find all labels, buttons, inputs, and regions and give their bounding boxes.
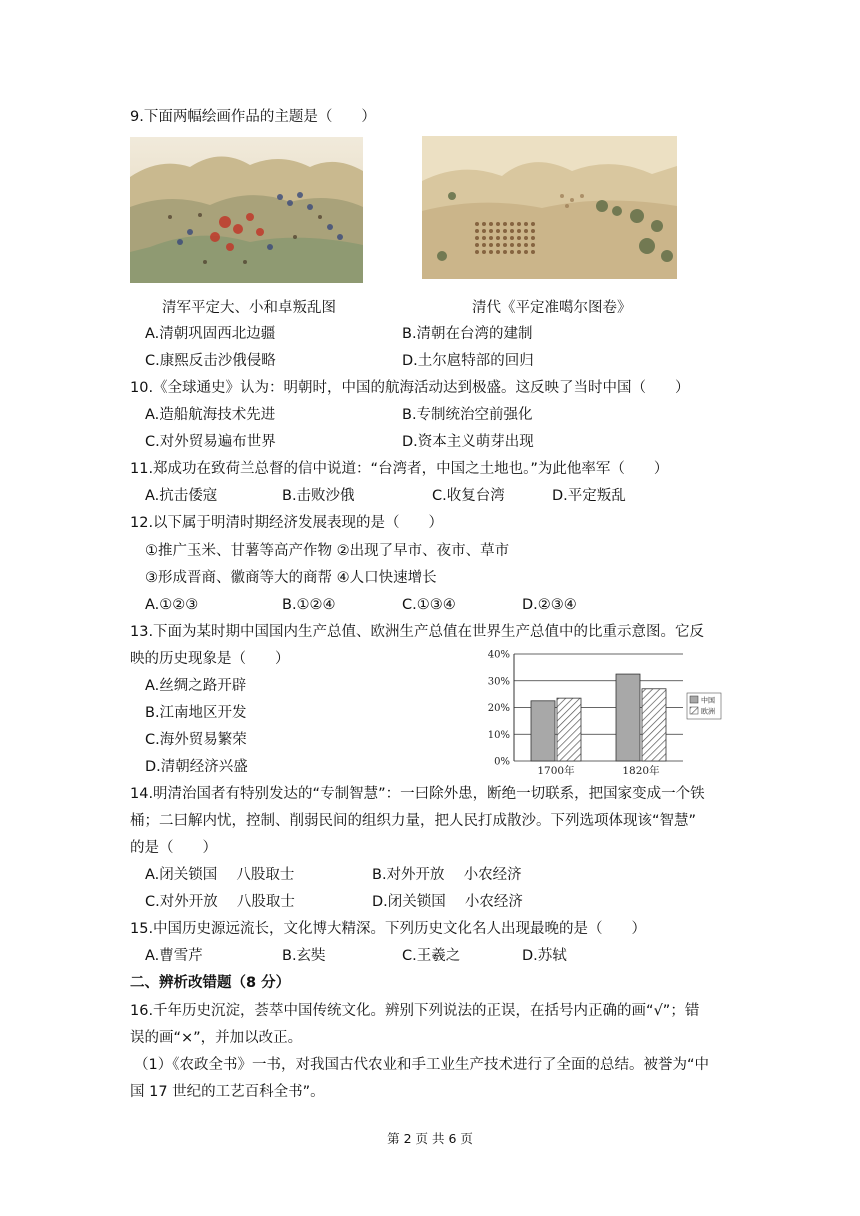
q10-option-c[interactable]: C.对外贸易遍布世界 [145, 434, 276, 450]
q11-option-b[interactable]: B.击败沙俄 [282, 488, 355, 504]
q14-stem-line3: 的是（ ） [130, 840, 217, 856]
q14-stem-line2: 桶；二曰解内忧，控制、削弱民间的组织力量，把人民打成散沙。下列选项体现该“智慧” [130, 813, 697, 829]
page-footer: 第 2 页 共 6 页 [387, 1131, 473, 1146]
q9-caption-left: 清军平定大、小和卓叛乱图 [162, 300, 336, 316]
painting-right-image [422, 136, 677, 279]
q14-stem-line1: 14.明清治国者有特别发达的“专制智慧”：一曰除外患，断绝一切联系，把国家变成一个铁 [130, 786, 705, 802]
q15-option-b[interactable]: B.玄奘 [282, 948, 326, 964]
bar-china [531, 701, 555, 761]
q9-caption-right: 清代《平定准噶尔图卷》 [472, 300, 632, 316]
legend-swatch [690, 707, 698, 714]
q9-option-d[interactable]: D.土尔扈特部的回归 [402, 353, 534, 369]
y-tick-label: 40% [487, 649, 510, 661]
q11-option-c[interactable]: C.收复台湾 [432, 488, 505, 504]
q15-option-c[interactable]: C.王羲之 [402, 948, 461, 964]
q11-option-d[interactable]: D.平定叛乱 [552, 488, 626, 504]
legend-label: 欧洲 [701, 707, 715, 716]
q11-stem: 11.郑成功在致荷兰总督的信中说道：“台湾者，中国之土地也。”为此他率军（ ） [130, 461, 669, 477]
bar-europe [642, 689, 666, 761]
q12-stem: 12.以下属于明清时期经济发展表现的是（ ） [130, 515, 444, 531]
q9-option-c[interactable]: C.康熙反击沙俄侵略 [145, 353, 276, 369]
q12-option-b[interactable]: B.①②④ [282, 597, 336, 613]
bar-europe [557, 698, 581, 761]
q16-statement1-line2: 国 17 世纪的工艺百科全书”。 [130, 1084, 325, 1100]
q13-stem-line1: 13.下面为某时期中国国内生产总值、欧洲生产总值在世界生产总值中的比重示意图。它反 [130, 624, 705, 640]
q10-option-b[interactable]: B.专制统治空前强化 [402, 407, 533, 423]
x-tick-label: 1700年 [537, 765, 575, 776]
q11-option-a[interactable]: A.抗击倭寇 [145, 488, 218, 504]
y-tick-label: 20% [487, 703, 510, 714]
q12-option-c[interactable]: C.①③④ [402, 597, 456, 613]
q15-option-a[interactable]: A.曹雪芹 [145, 948, 203, 964]
q9-option-a[interactable]: A.清朝巩固西北边疆 [145, 326, 276, 342]
q16-stem-line1: 16.千年历史沉淀，荟萃中国传统文化。辨别下列说法的正误，在括号内正确的画“√”；错 [130, 1003, 700, 1019]
q14-option-c[interactable]: C.对外开放 八股取士 [145, 894, 295, 910]
q13-stem-line2: 映的历史现象是（ ） [130, 651, 290, 667]
x-tick-label: 1820年 [622, 765, 660, 776]
q9-stem: 9.下面两幅绘画作品的主题是（ ） [130, 109, 376, 125]
gdp-share-chart [478, 644, 733, 776]
y-tick-label: 30% [487, 676, 510, 688]
q15-stem: 15.中国历史源远流长，文化博大精深。下列历史文化名人出现最晚的是（ ） [130, 921, 647, 937]
q12-option-d[interactable]: D.②③④ [522, 597, 577, 613]
q9-option-b[interactable]: B.清朝在台湾的建制 [402, 326, 533, 342]
q10-option-a[interactable]: A.造船航海技术先进 [145, 407, 276, 423]
q14-option-b[interactable]: B.对外开放 小农经济 [372, 867, 522, 883]
q10-option-d[interactable]: D.资本主义萌芽出现 [402, 434, 534, 450]
legend-label: 中国 [701, 696, 715, 705]
q12-item-line1: ①推广玉米、甘薯等高产作物 ②出现了早市、夜市、草市 [145, 543, 510, 559]
painting-left-image [130, 137, 363, 283]
q14-option-d[interactable]: D.闭关锁国 小农经济 [372, 894, 523, 910]
y-tick-label: 10% [487, 729, 510, 741]
q16-statement1-line1: （1）《农政全书》一书，对我国古代农业和手工业生产技术进行了全面的总结。被誉为“中 [134, 1057, 709, 1073]
q14-option-a[interactable]: A.闭关锁国 八股取士 [145, 867, 295, 883]
q13-option-d[interactable]: D.清朝经济兴盛 [145, 759, 248, 775]
bar-china [616, 674, 640, 761]
section-2-heading: 二、辨析改错题（8 分） [130, 975, 291, 991]
q10-stem: 10.《全球通史》认为：明朝时，中国的航海活动达到极盛。这反映了当时中国（ ） [130, 380, 690, 396]
y-tick-label: 0% [494, 756, 510, 768]
q13-option-a[interactable]: A.丝绸之路开辟 [145, 678, 247, 694]
q16-stem-line2: 误的画“×”，并加以改正。 [130, 1030, 303, 1046]
q12-item-line2: ③形成晋商、徽商等大的商帮 ④人口快速增长 [145, 570, 437, 586]
q15-option-d[interactable]: D.苏轼 [522, 948, 567, 964]
q12-option-a[interactable]: A.①②③ [145, 597, 199, 613]
q13-option-b[interactable]: B.江南地区开发 [145, 705, 247, 721]
q13-option-c[interactable]: C.海外贸易繁荣 [145, 732, 247, 748]
gdp-share-chart-svg [478, 644, 733, 776]
legend-swatch [690, 696, 698, 703]
